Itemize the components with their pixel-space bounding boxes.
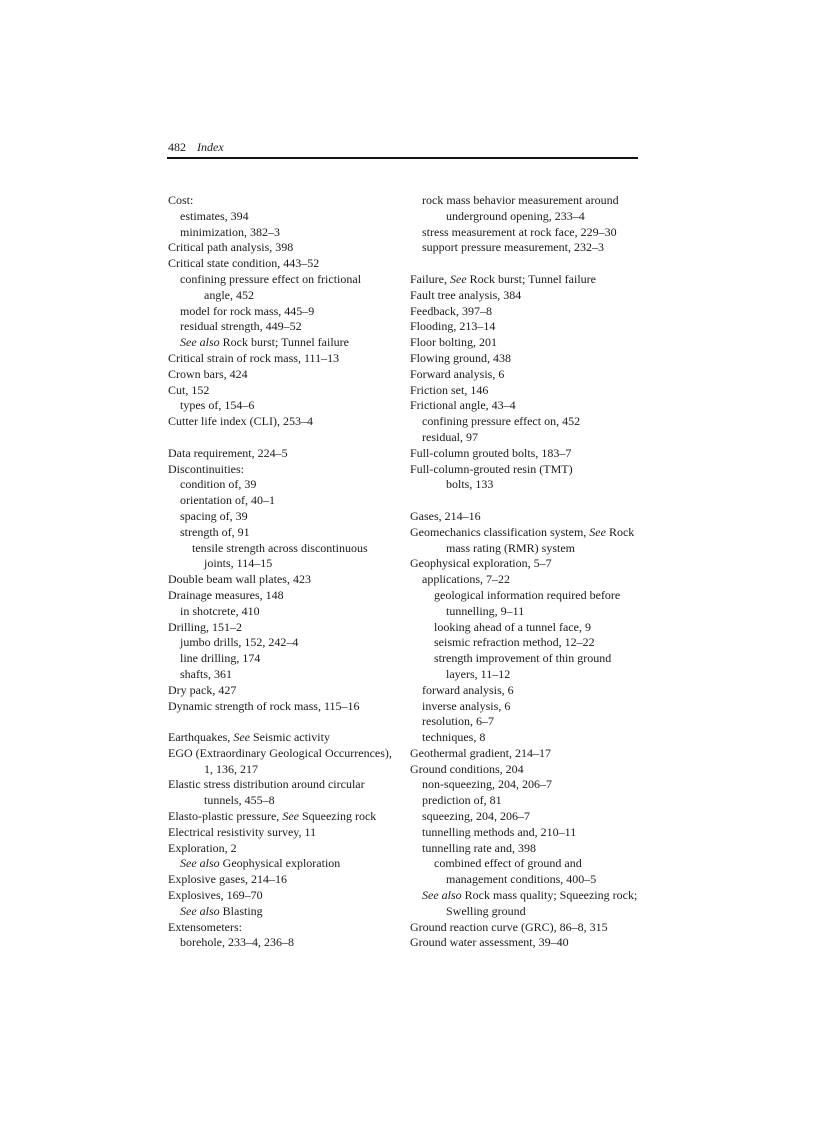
entry-text: confining pressure effect on, 452 bbox=[422, 414, 581, 429]
entry-text: Rock mass quality; Squeezing rock; bbox=[461, 888, 638, 903]
index-subentry bbox=[168, 604, 396, 620]
entry-text: strength of, 91 bbox=[180, 524, 250, 539]
index-subentry bbox=[168, 493, 396, 509]
entry-text: line drilling, 174 bbox=[180, 651, 261, 666]
entry-text: tunnelling rate and, 398 bbox=[422, 840, 536, 855]
index-entry bbox=[168, 446, 396, 462]
entry-text: Failure, bbox=[410, 271, 450, 286]
entry-text: Flowing ground, 438 bbox=[410, 350, 512, 365]
index-subentry bbox=[410, 856, 642, 872]
index-entry bbox=[410, 351, 642, 367]
index-subentry bbox=[410, 225, 642, 241]
index-subentry bbox=[410, 240, 642, 256]
entry-text: Rock burst; Tunnel failure bbox=[219, 335, 349, 350]
index-entry bbox=[168, 777, 396, 793]
index-subentry bbox=[410, 588, 642, 604]
cross-reference-label: See also bbox=[422, 888, 462, 903]
entry-text: estimates, 394 bbox=[180, 208, 249, 223]
entry-text: Critical path analysis, 398 bbox=[168, 240, 294, 255]
index-entry bbox=[410, 304, 642, 320]
index-subentry bbox=[168, 793, 396, 809]
entry-text: Blasting bbox=[219, 903, 263, 918]
entry-text: EGO (Extraordinary Geological Occurrences), bbox=[168, 745, 392, 760]
entry-text: techniques, 8 bbox=[422, 730, 486, 745]
index-subentry bbox=[410, 825, 642, 841]
entry-text: bolts, 133 bbox=[446, 477, 494, 492]
cross-reference-label: See bbox=[450, 271, 467, 286]
index-subentry bbox=[168, 904, 396, 920]
entry-text: joints, 114–15 bbox=[204, 556, 273, 571]
entry-text: borehole, 233–4, 236–8 bbox=[180, 935, 294, 950]
entry-text: Gases, 214–16 bbox=[410, 508, 481, 523]
index-entry bbox=[410, 509, 642, 525]
page-number: 482 bbox=[168, 140, 186, 154]
index-subentry bbox=[410, 635, 642, 651]
entry-text: Data requirement, 224–5 bbox=[168, 445, 288, 460]
entry-text: Geophysical exploration bbox=[219, 856, 341, 871]
entry-text: geological information required before bbox=[434, 587, 621, 602]
index-subentry bbox=[168, 477, 396, 493]
index-entry bbox=[410, 383, 642, 399]
entry-text: spacing of, 39 bbox=[180, 508, 248, 523]
index-subentry bbox=[168, 509, 396, 525]
entry-text: Swelling ground bbox=[446, 903, 526, 918]
index-subentry bbox=[410, 699, 642, 715]
entry-text: tunnels, 455–8 bbox=[204, 793, 275, 808]
entry-text: Full-column-grouted resin (TMT) bbox=[410, 461, 573, 476]
index-entry bbox=[168, 699, 396, 715]
entry-text: strength improvement of thin ground bbox=[434, 651, 612, 666]
index-entry bbox=[410, 462, 642, 478]
entry-text: tunnelling methods and, 210–11 bbox=[422, 824, 577, 839]
cross-reference-label: See also bbox=[180, 856, 220, 871]
entry-text: Ground water assessment, 39–40 bbox=[410, 935, 569, 950]
index-subentry bbox=[168, 398, 396, 414]
index-entry bbox=[410, 762, 642, 778]
entry-text: Cut, 152 bbox=[168, 382, 210, 397]
index-entry bbox=[168, 383, 396, 399]
entry-text: management conditions, 400–5 bbox=[446, 872, 597, 887]
entry-text: Rock burst; Tunnel failure bbox=[466, 271, 596, 286]
cross-reference-label: See also bbox=[180, 335, 220, 350]
entry-text: rock mass behavior measurement around bbox=[422, 193, 619, 207]
index-subentry bbox=[168, 319, 396, 335]
index-entry bbox=[168, 888, 396, 904]
index-entry bbox=[168, 872, 396, 888]
entry-text: Geophysical exploration, 5–7 bbox=[410, 556, 552, 571]
index-entry bbox=[410, 335, 642, 351]
index-subentry bbox=[168, 667, 396, 683]
entry-text: Exploration, 2 bbox=[168, 840, 237, 855]
index-entry bbox=[168, 683, 396, 699]
index-subentry bbox=[410, 904, 642, 920]
index-subentry bbox=[410, 604, 642, 620]
entry-text: forward analysis, 6 bbox=[422, 682, 514, 697]
entry-text: Explosive gases, 214–16 bbox=[168, 872, 287, 887]
index-subentry bbox=[410, 541, 642, 557]
index-subentry bbox=[410, 209, 642, 225]
entry-text: stress measurement at rock face, 229–30 bbox=[422, 224, 617, 239]
entry-text: seismic refraction method, 12–22 bbox=[434, 635, 595, 650]
index-subentry bbox=[168, 556, 396, 572]
index-subentry bbox=[410, 793, 642, 809]
entry-text: Frictional angle, 43–4 bbox=[410, 398, 516, 413]
index-entry bbox=[410, 935, 642, 951]
index-subentry bbox=[168, 225, 396, 241]
index-subentry bbox=[168, 304, 396, 320]
entry-text: underground opening, 233–4 bbox=[446, 208, 585, 223]
index-subentry bbox=[168, 635, 396, 651]
entry-text: support pressure measurement, 232–3 bbox=[422, 240, 604, 255]
index-subentry bbox=[410, 651, 642, 667]
index-subentry bbox=[410, 193, 642, 209]
index-entry bbox=[168, 572, 396, 588]
letter-group-gap bbox=[410, 256, 642, 272]
index-subentry bbox=[168, 525, 396, 541]
entry-text: Explosives, 169–70 bbox=[168, 888, 263, 903]
index-entry bbox=[410, 446, 642, 462]
index-subentry bbox=[168, 541, 396, 557]
index-subentry bbox=[410, 872, 642, 888]
entry-text: Discontinuities: bbox=[168, 461, 244, 476]
index-entry bbox=[168, 193, 396, 209]
index-subentry bbox=[168, 209, 396, 225]
index-column-right bbox=[410, 193, 642, 951]
entry-text: looking ahead of a tunnel face, 9 bbox=[434, 619, 591, 634]
entry-text: Ground reaction curve (GRC), 86–8, 315 bbox=[410, 919, 608, 934]
index-entry bbox=[168, 256, 396, 272]
running-head bbox=[168, 140, 224, 154]
index-entry bbox=[168, 730, 396, 746]
index-entry bbox=[168, 809, 396, 825]
entry-text: tunnelling, 9–11 bbox=[446, 603, 525, 618]
index-subentry bbox=[410, 572, 642, 588]
cross-reference-label: See bbox=[589, 524, 606, 539]
index-subentry bbox=[410, 414, 642, 430]
entry-text: Crown bars, 424 bbox=[168, 366, 248, 381]
entry-text: Drainage measures, 148 bbox=[168, 587, 284, 602]
entry-text: resolution, 6–7 bbox=[422, 714, 494, 729]
entry-text: non-squeezing, 204, 206–7 bbox=[422, 777, 552, 792]
index-subentry bbox=[410, 430, 642, 446]
entry-text: jumbo drills, 152, 242–4 bbox=[180, 635, 299, 650]
index-entry bbox=[410, 398, 642, 414]
entry-text: Earthquakes, bbox=[168, 730, 234, 745]
index-entry bbox=[410, 746, 642, 762]
entry-text: Geothermal gradient, 214–17 bbox=[410, 745, 551, 760]
entry-text: Cost: bbox=[168, 193, 194, 207]
entry-text: Rock bbox=[605, 524, 635, 539]
index-subentry bbox=[410, 777, 642, 793]
entry-text: shafts, 361 bbox=[180, 666, 232, 681]
index-entry bbox=[410, 319, 642, 335]
index-entry bbox=[168, 240, 396, 256]
index-column-left bbox=[168, 193, 396, 951]
entry-text: combined effect of ground and bbox=[434, 856, 582, 871]
index-entry bbox=[168, 920, 396, 936]
entry-text: prediction of, 81 bbox=[422, 793, 502, 808]
entry-text: Double beam wall plates, 423 bbox=[168, 572, 311, 587]
entry-text: Electrical resistivity survey, 11 bbox=[168, 824, 317, 839]
index-subentry bbox=[410, 620, 642, 636]
index-entry bbox=[410, 525, 642, 541]
index-subentry bbox=[168, 272, 396, 288]
entry-text: Critical strain of rock mass, 111–13 bbox=[168, 350, 340, 365]
entry-text: Seismic activity bbox=[249, 730, 330, 745]
entry-text: tensile strength across discontinuous bbox=[192, 540, 368, 555]
entry-text: squeezing, 204, 206–7 bbox=[422, 809, 530, 824]
entry-text: Dry pack, 427 bbox=[168, 682, 237, 697]
index-entry bbox=[410, 367, 642, 383]
entry-text: model for rock mass, 445–9 bbox=[180, 303, 315, 318]
index-subentry bbox=[410, 888, 642, 904]
index-entry bbox=[410, 920, 642, 936]
entry-text: Geomechanics classification system, bbox=[410, 524, 590, 539]
entry-text: angle, 452 bbox=[204, 287, 254, 302]
entry-text: Flooding, 213–14 bbox=[410, 319, 496, 334]
letter-group-gap bbox=[168, 430, 396, 446]
entry-text: applications, 7–22 bbox=[422, 572, 510, 587]
entry-text: Elasto-plastic pressure, bbox=[168, 809, 283, 824]
index-subentry bbox=[410, 667, 642, 683]
index-entry bbox=[168, 825, 396, 841]
index-subentry bbox=[410, 841, 642, 857]
index-entry bbox=[410, 556, 642, 572]
entry-text: Cutter life index (CLI), 253–4 bbox=[168, 414, 313, 429]
entry-text: Squeezing rock bbox=[298, 809, 377, 824]
index-entry bbox=[168, 367, 396, 383]
entry-text: mass rating (RMR) system bbox=[446, 540, 575, 555]
entry-text: in shotcrete, 410 bbox=[180, 603, 260, 618]
entry-text: confining pressure effect on frictional bbox=[180, 271, 362, 286]
entry-text: inverse analysis, 6 bbox=[422, 698, 511, 713]
index-subentry bbox=[168, 856, 396, 872]
index-entry bbox=[168, 588, 396, 604]
index-subentry bbox=[168, 335, 396, 351]
index-subentry bbox=[168, 288, 396, 304]
entry-text: Critical state condition, 443–52 bbox=[168, 256, 320, 271]
index-subentry bbox=[168, 651, 396, 667]
cross-reference-label: See bbox=[233, 730, 250, 745]
entry-text: Extensometers: bbox=[168, 919, 242, 934]
cross-reference-label: See bbox=[282, 809, 299, 824]
entry-text: 1, 136, 217 bbox=[204, 761, 258, 776]
entry-text: condition of, 39 bbox=[180, 477, 257, 492]
index-entry bbox=[168, 841, 396, 857]
index-subentry bbox=[410, 683, 642, 699]
index-subentry bbox=[410, 714, 642, 730]
entry-text: layers, 11–12 bbox=[446, 666, 511, 681]
index-entry bbox=[410, 288, 642, 304]
index-subentry bbox=[410, 477, 642, 493]
index-entry bbox=[168, 351, 396, 367]
entry-text: Feedback, 397–8 bbox=[410, 303, 492, 318]
entry-text: Full-column grouted bolts, 183–7 bbox=[410, 445, 572, 460]
entry-text: residual strength, 449–52 bbox=[180, 319, 302, 334]
entry-text: Drilling, 151–2 bbox=[168, 619, 242, 634]
entry-text: orientation of, 40–1 bbox=[180, 493, 275, 508]
entry-text: Ground conditions, 204 bbox=[410, 761, 524, 776]
letter-group-gap bbox=[410, 493, 642, 509]
header-rule bbox=[167, 157, 638, 159]
index-subentry bbox=[410, 730, 642, 746]
index-entry bbox=[410, 272, 642, 288]
entry-text: Fault tree analysis, 384 bbox=[410, 287, 522, 302]
section-title: Index bbox=[197, 140, 224, 154]
entry-text: Friction set, 146 bbox=[410, 382, 489, 397]
index-entry bbox=[168, 414, 396, 430]
index-entry bbox=[168, 462, 396, 478]
index-subentry bbox=[168, 935, 396, 951]
entry-text: Dynamic strength of rock mass, 115–16 bbox=[168, 698, 360, 713]
entry-text: types of, 154–6 bbox=[180, 398, 255, 413]
entry-text: residual, 97 bbox=[422, 429, 478, 444]
entry-text: Floor bolting, 201 bbox=[410, 335, 498, 350]
index-entry bbox=[168, 620, 396, 636]
cross-reference-label: See also bbox=[180, 903, 220, 918]
index-entry bbox=[168, 746, 396, 762]
entry-text: Forward analysis, 6 bbox=[410, 366, 505, 381]
index-subentry bbox=[410, 809, 642, 825]
entry-text: minimization, 382–3 bbox=[180, 224, 280, 239]
entry-text: Elastic stress distribution around circular bbox=[168, 777, 365, 792]
index-subentry bbox=[168, 762, 396, 778]
letter-group-gap bbox=[168, 714, 396, 730]
